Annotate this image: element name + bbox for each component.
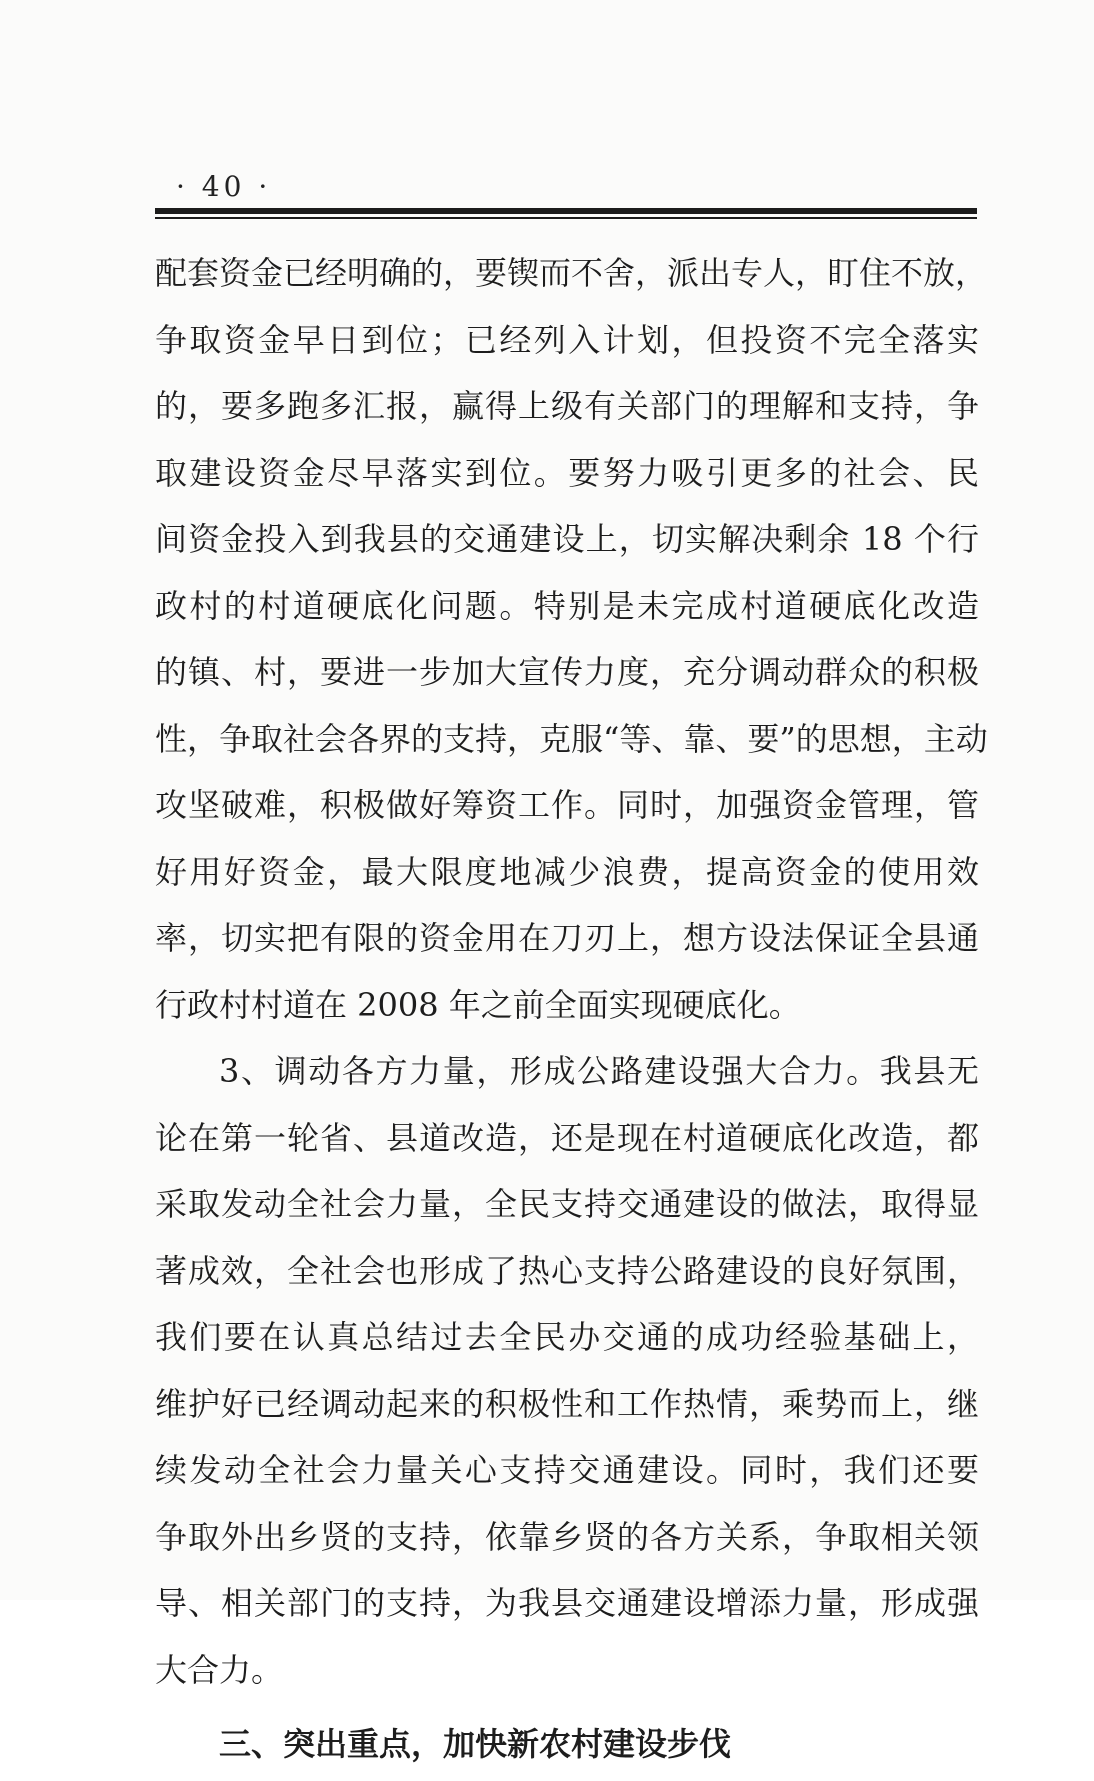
text-line: 争取外出乡贤的支持，依靠乡贤的各方关系，争取相关领 (155, 1517, 979, 1556)
page-number: · 40 · (176, 170, 272, 203)
text-line: 续发动全社会力量关心支持交通建设。同时，我们还要 (155, 1451, 979, 1489)
text-line: 大合力。 (155, 1650, 284, 1689)
header-rule (155, 208, 977, 219)
section-heading: 三、突出重点，加快新农村建设步伐 (219, 1725, 732, 1763)
text-line: 攻坚破难，积极做好筹资工作。同时，加强资金管理，管 (155, 786, 979, 824)
text-line: 政村的村道硬底化问题。特别是未完成村道硬底化改造 (155, 586, 979, 625)
header-rule-thin (155, 217, 977, 219)
text-line: 取建设资金尽早落实到位。要努力吸引更多的社会、民 (155, 453, 979, 492)
text-line: 好用好资金，最大限度地减少浪费，提高资金的使用效 (155, 852, 979, 891)
text-line: 率，切实把有限的资金用在刀刃上，想方设法保证全县通 (155, 919, 979, 957)
paragraph (155, 243, 988, 1041)
header-rule-thick (155, 208, 977, 214)
text-line: 论在第一轮省、县道改造，还是现在村道硬底化改造，都 (155, 1118, 979, 1157)
text-line: 采取发动全社会力量，全民支持交通建设的做法，取得显 (155, 1185, 979, 1223)
text-line: 争取资金早日到位；已经列入计划，但投资不完全落实 (155, 320, 979, 359)
body-text (155, 243, 988, 1781)
text-line: 间资金投入到我县的交通建设上，切实解决剩余 18 个行 (155, 520, 979, 558)
text-line: 的镇、村，要进一步加大宣传力度，充分调动群众的积极 (155, 653, 979, 691)
text-line: 维护好已经调动起来的积极性和工作热情，乘势而上，继 (155, 1384, 979, 1423)
paragraph (155, 1041, 979, 1706)
text-line: 配套资金已经明确的，要锲而不舍，派出专人，盯住不放， (155, 254, 988, 292)
text-line: 3、调动各方力量，形成公路建设强大合力。我县无 (219, 1052, 979, 1090)
text-line: 的，要多跑多汇报，赢得上级有关部门的理解和支持，争 (155, 387, 979, 425)
text-line: 行政村村道在 2008 年之前全面实现硬底化。 (155, 985, 801, 1024)
text-line: 导、相关部门的支持，为我县交通建设增添力量，形成强 (155, 1584, 979, 1622)
text-line: 性，争取社会各界的支持，克服“等、靠、要”的思想，主动 (155, 719, 988, 758)
text-line: 我们要在认真总结过去全民办交通的成功经验基础上， (155, 1318, 979, 1356)
text-line: 著成效，全社会也形成了热心支持公路建设的良好氛围， (155, 1251, 979, 1290)
